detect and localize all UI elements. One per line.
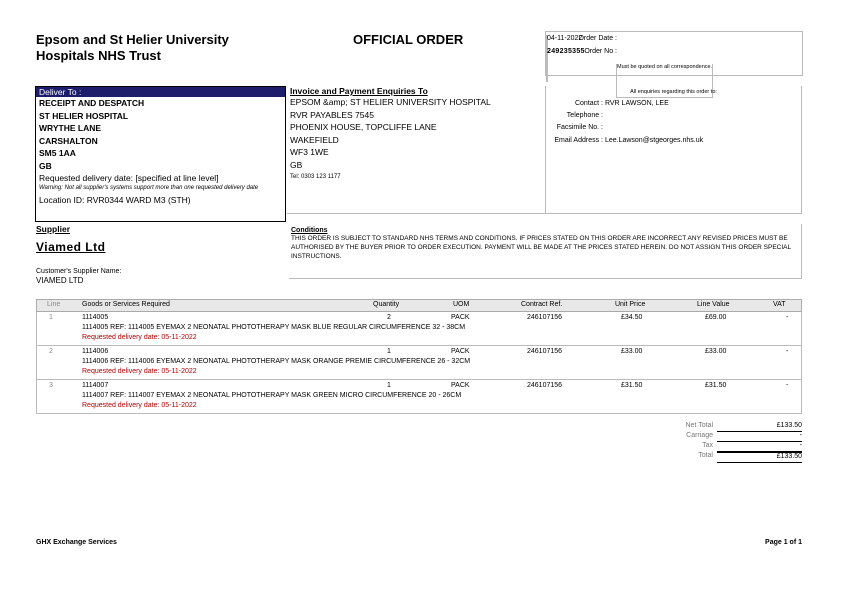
col-goods: Goods or Services Required	[82, 301, 170, 308]
conditions-heading: Conditions	[291, 227, 328, 234]
row-line-number: 1	[49, 314, 53, 321]
table-row	[36, 312, 802, 346]
invoice-address-line: WAKEFIELD	[290, 134, 339, 145]
email-label: Email Address :	[554, 137, 603, 144]
totals-box	[640, 422, 805, 462]
row-description: 1114007 REF: 1114007 EYEMAX 2 NEONATAL PHOTOTHERAPY MASK GREEN MICRO CIRCUMFERENCE 20 - 26CM	[82, 392, 462, 399]
customer-supplier-name: VIAMED LTD	[36, 276, 84, 285]
row-unit-price: £33.00	[621, 348, 643, 355]
row-line-number: 2	[49, 348, 53, 355]
tax-row	[640, 442, 805, 452]
carriage-row	[640, 432, 805, 442]
customer-supplier-label: Customer's Supplier Name:	[36, 268, 122, 275]
supplier-heading: Supplier	[36, 224, 71, 234]
invoice-address-line: RVR PAYABLES 7545	[290, 109, 374, 120]
row-line-value: £69.00	[705, 314, 727, 321]
invoice-address-line: EPSOM &amp; ST HELIER UNIVERSITY HOSPITAL	[290, 97, 491, 107]
col-unit-price: Unit Price	[615, 301, 646, 308]
row-line-number: 3	[49, 382, 53, 389]
row-uom: PACK	[451, 314, 470, 321]
tax-value: -	[717, 442, 802, 452]
deliver-to-heading: Deliver To :	[36, 87, 285, 97]
row-contract: 246107156	[527, 382, 563, 389]
deliver-address-line: RECEIPT AND DESPATCH	[39, 98, 145, 108]
row-code: 1114007	[82, 382, 109, 389]
row-unit-price: £31.50	[621, 382, 643, 389]
row-requested-date: Requested delivery date: 05-11-2022	[82, 402, 197, 409]
deliver-country: GB	[39, 160, 52, 171]
deliver-postcode: SM5 1AA	[39, 148, 76, 158]
telephone-label: Telephone :	[566, 112, 603, 119]
row-vat: -	[786, 314, 789, 321]
order-date: 04-11-2022	[547, 35, 583, 42]
row-uom: PACK	[451, 382, 470, 389]
order-number: 249235355	[547, 48, 585, 55]
grand-total-row	[640, 452, 805, 462]
enquiries-note: All enquiries regarding this order to:	[630, 89, 717, 95]
row-description: 1114006 REF: 1114006 EYEMAX 2 NEONATAL PHOTOTHERAPY MASK ORANGE PREMIE CIRCUMFERENCE 26 - 32CM	[82, 358, 471, 365]
net-total-label: Net Total	[685, 422, 713, 429]
row-requested-date: Requested delivery date: 05-11-2022	[82, 368, 197, 375]
deliver-address-line: CARSHALTON	[39, 135, 98, 146]
trust-name	[36, 32, 296, 64]
col-uom: UOM	[453, 301, 470, 308]
invoice-postcode: WF3 1WE	[290, 147, 329, 157]
deliver-address-line: WRYTHE LANE	[39, 123, 102, 133]
deliver-to-box	[35, 86, 286, 222]
table-header	[36, 299, 802, 312]
row-line-value: £33.00	[705, 348, 727, 355]
row-line-value: £31.50	[705, 382, 727, 389]
net-total-row	[640, 422, 805, 432]
trust-name-line1: Epsom and St Helier University	[36, 32, 229, 47]
row-quantity: 1	[387, 382, 391, 389]
col-line: Line	[47, 301, 61, 308]
order-lines-table	[36, 299, 802, 414]
row-contract: 246107156	[527, 348, 563, 355]
conditions-text: THIS ORDER IS SUBJECT TO STANDARD NHS TERMS AND CONDITIONS. IF PRICES STATED ON THIS ORDER ARE INCORRECT ANY REVISED PRICES MUST BE AUTHORISED BY THE BUYER PRIOR TO ORDER EXECUTION. PAYMENT WILL BE MADE AT THE PRICES STATED HEREIN. DO NOT ASSIGN THIS ORDER SPECIAL INSTRUCTIONS.	[291, 235, 791, 260]
carriage-value: -	[717, 432, 802, 442]
row-quantity: 1	[387, 348, 391, 355]
delivery-warning: Warning: Not all supplier's systems support more than one requested delivery date	[39, 184, 259, 191]
tax-label: Tax	[702, 442, 713, 449]
col-vat: VAT	[773, 301, 786, 308]
invoice-telephone: Tel: 0303 123 1177	[290, 174, 341, 180]
location-id: Location ID: RVR0344 WARD M3 (STH)	[39, 194, 191, 205]
order-date-label: Order Date :	[578, 35, 617, 42]
order-no-label: Order No :	[584, 48, 617, 55]
invoice-heading: Invoice and Payment Enquiries To	[290, 86, 428, 96]
row-vat: -	[786, 348, 789, 355]
col-quantity: Quantity	[373, 301, 400, 308]
footer-page-number: Page 1 of 1	[765, 539, 802, 546]
footer-service: GHX Exchange Services	[36, 539, 117, 546]
table-row	[36, 346, 802, 380]
table-row	[36, 380, 802, 414]
carriage-label: Carriage	[686, 432, 713, 439]
row-code: 1114005	[82, 314, 109, 321]
net-total-value: £133.50	[717, 422, 802, 432]
document-title: OFFICIAL ORDER	[353, 32, 464, 47]
invoice-box	[287, 86, 546, 214]
enquiries-box	[546, 86, 802, 214]
row-code: 1114006	[82, 348, 109, 355]
invoice-address-line: PHOENIX HOUSE, TOPCLIFFE LANE	[290, 122, 437, 132]
email-value: Lee.Lawson@stgeorges.nhs.uk	[604, 137, 704, 144]
fax-label: Facsimile No. :	[556, 124, 603, 131]
requested-delivery-date: Requested delivery date: [specified at line level]	[39, 173, 219, 183]
row-contract: 246107156	[527, 314, 563, 321]
conditions-box	[289, 224, 802, 279]
trust-name-line2: Hospitals NHS Trust	[36, 48, 161, 63]
supplier-name: Viamed Ltd	[36, 240, 106, 254]
row-vat: -	[786, 382, 789, 389]
col-line-value: Line Value	[697, 301, 730, 308]
row-quantity: 2	[387, 314, 391, 321]
row-uom: PACK	[451, 348, 470, 355]
col-contract: Contract Ref.	[521, 301, 563, 308]
row-description: 1114005 REF: 1114005 EYEMAX 2 NEONATAL PHOTOTHERAPY MASK BLUE REGULAR CIRCUMFERENCE 32 - 38CM	[82, 324, 466, 331]
invoice-country: GB	[290, 159, 303, 170]
contact-name: RVR LAWSON, LEE	[604, 100, 669, 107]
deliver-address-line: ST HELIER HOSPITAL	[39, 110, 129, 121]
contact-label: Contact :	[574, 100, 603, 107]
row-unit-price: £34.50	[621, 314, 643, 321]
total-value: £133.50	[717, 452, 802, 463]
order-note: Must be quoted on all correspondence.	[616, 64, 713, 98]
row-requested-date: Requested delivery date: 05-11-2022	[82, 334, 197, 341]
total-label: Total	[698, 452, 713, 459]
order-info-box	[545, 31, 803, 76]
